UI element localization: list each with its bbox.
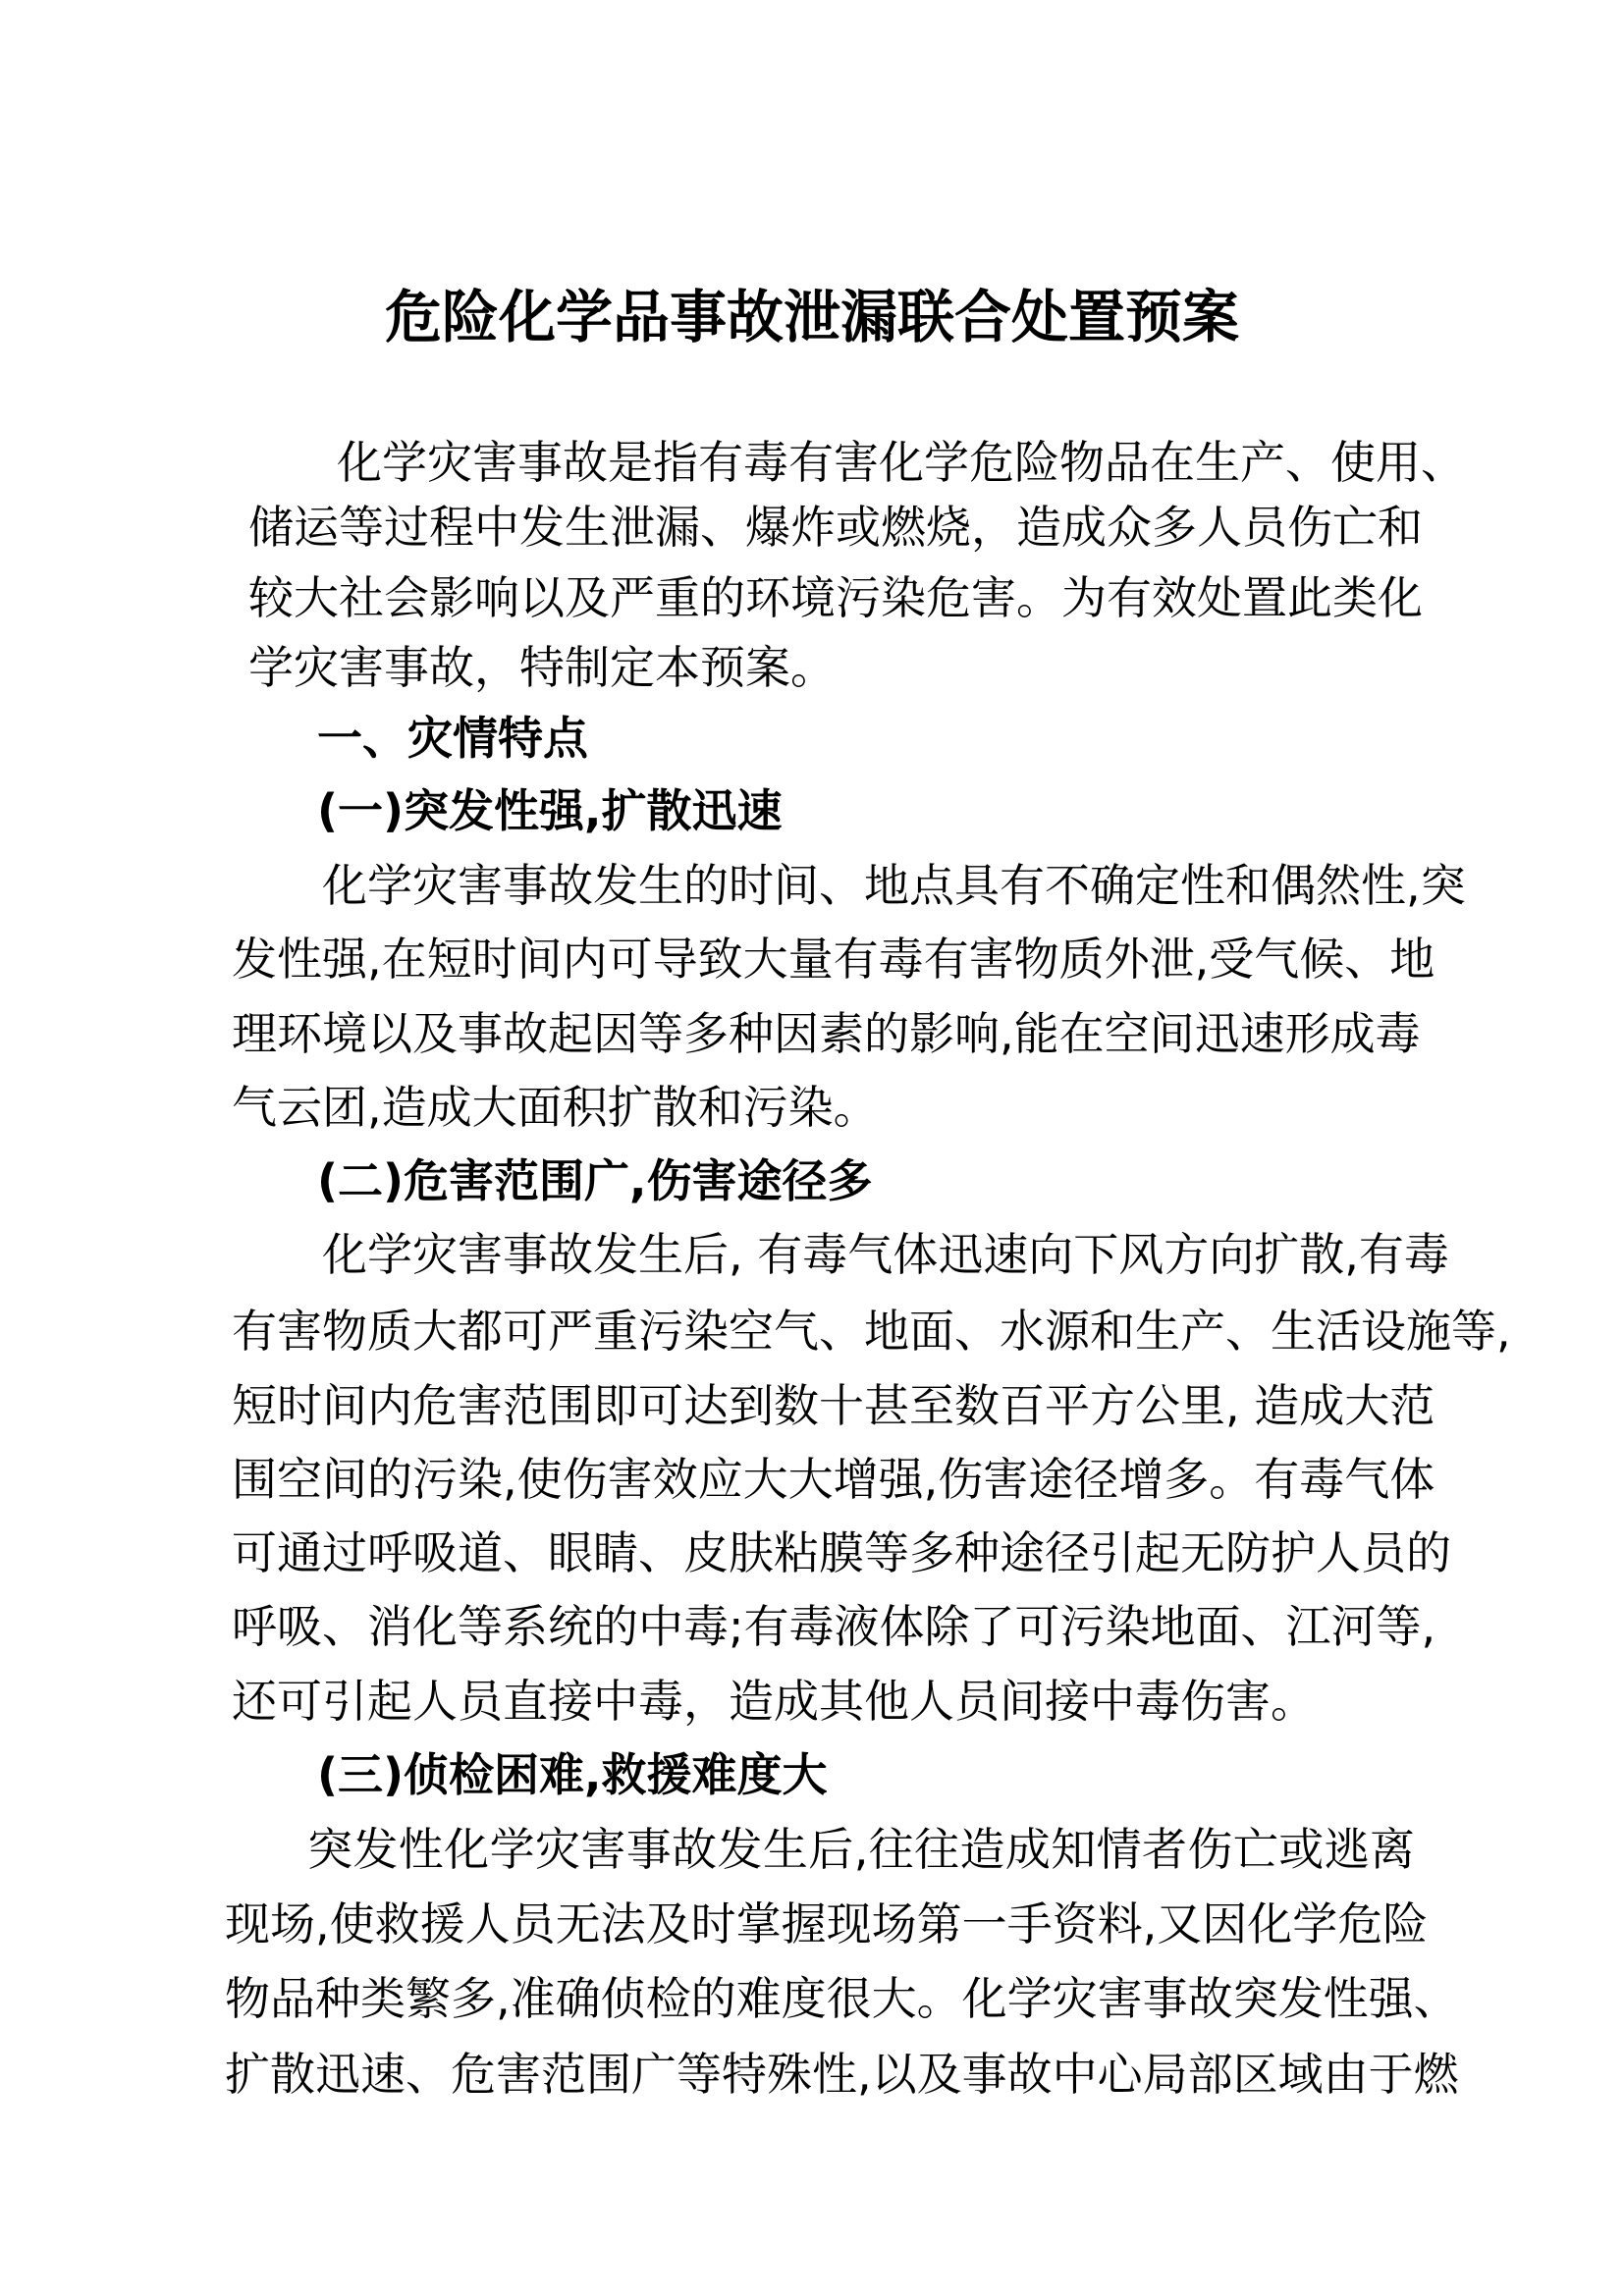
- subsection-heading: (一)突发性强,扩散迅速: [317, 784, 783, 837]
- paragraph-line: 气云团,造成大面积扩散和污染。: [232, 1081, 879, 1134]
- paragraph-line: 围空间的污染,使伤害效应大大增强,伤害途径增多。有毒气体: [232, 1453, 1435, 1506]
- intro-line: 化学灾害事故是指有毒有害化学危险物品在生产、使用、: [337, 436, 1466, 489]
- paragraph-line: 突发性化学灾害事故发生后,往往造成知情者伤亡或逃离: [307, 1823, 1415, 1876]
- paragraph-line: 物品种类繁多,准确侦检的难度很大。化学灾害事故突发性强、: [225, 1972, 1459, 2025]
- intro-line: 储运等过程中发生泄漏、爆炸或燃烧，造成众多人员伤亡和: [248, 501, 1423, 554]
- paragraph-line: 理环境以及事故起因等多种因素的影响,能在空间迅速形成毒: [232, 1007, 1421, 1060]
- subsection-heading: (三)侦检困难,救援难度大: [317, 1748, 828, 1801]
- paragraph-line: 发性强,在短时间内可导致大量有毒有害物质外泄,受气候、地: [232, 933, 1435, 986]
- document-title: 危险化学品事故泄漏联合处置预案: [384, 284, 1239, 350]
- intro-line: 学灾害事故，特制定本预案。: [248, 641, 836, 694]
- paragraph-line: 短时间内危害范围即可达到数十甚至数百平方公里, 造成大范: [232, 1379, 1435, 1432]
- paragraph-line: 可通过呼吸道、眼睛、皮肤粘膜等多种途径引起无防护人员的: [232, 1526, 1451, 1579]
- section-heading: 一、灾情特点: [317, 712, 588, 765]
- paragraph-line: 还可引起人员直接中毒，造成其他人员间接中毒伤害。: [232, 1675, 1316, 1728]
- paragraph-line: 化学灾害事故发生后, 有毒气体迅速向下风方向扩散,有毒: [322, 1228, 1449, 1281]
- paragraph-line: 呼吸、消化等系统的中毒;有毒液体除了可污染地面、江河等,: [232, 1600, 1436, 1653]
- paragraph-line: 现场,使救援人员无法及时掌握现场第一手资料,又因化学危险: [225, 1897, 1429, 1950]
- subsection-heading: (二)危害范围广,伤害途径多: [317, 1154, 873, 1207]
- paragraph-line: 化学灾害事故发生的时间、地点具有不确定性和偶然性,突: [322, 859, 1466, 912]
- paragraph-line: 扩散迅速、危害范围广等特殊性,以及事故中心局部区域由于燃: [225, 2048, 1459, 2101]
- intro-line: 较大社会影响以及严重的环境污染危害。为有效处置此类化: [248, 571, 1423, 624]
- paragraph-line: 有害物质大都可严重污染空气、地面、水源和生产、生活设施等,: [232, 1305, 1511, 1358]
